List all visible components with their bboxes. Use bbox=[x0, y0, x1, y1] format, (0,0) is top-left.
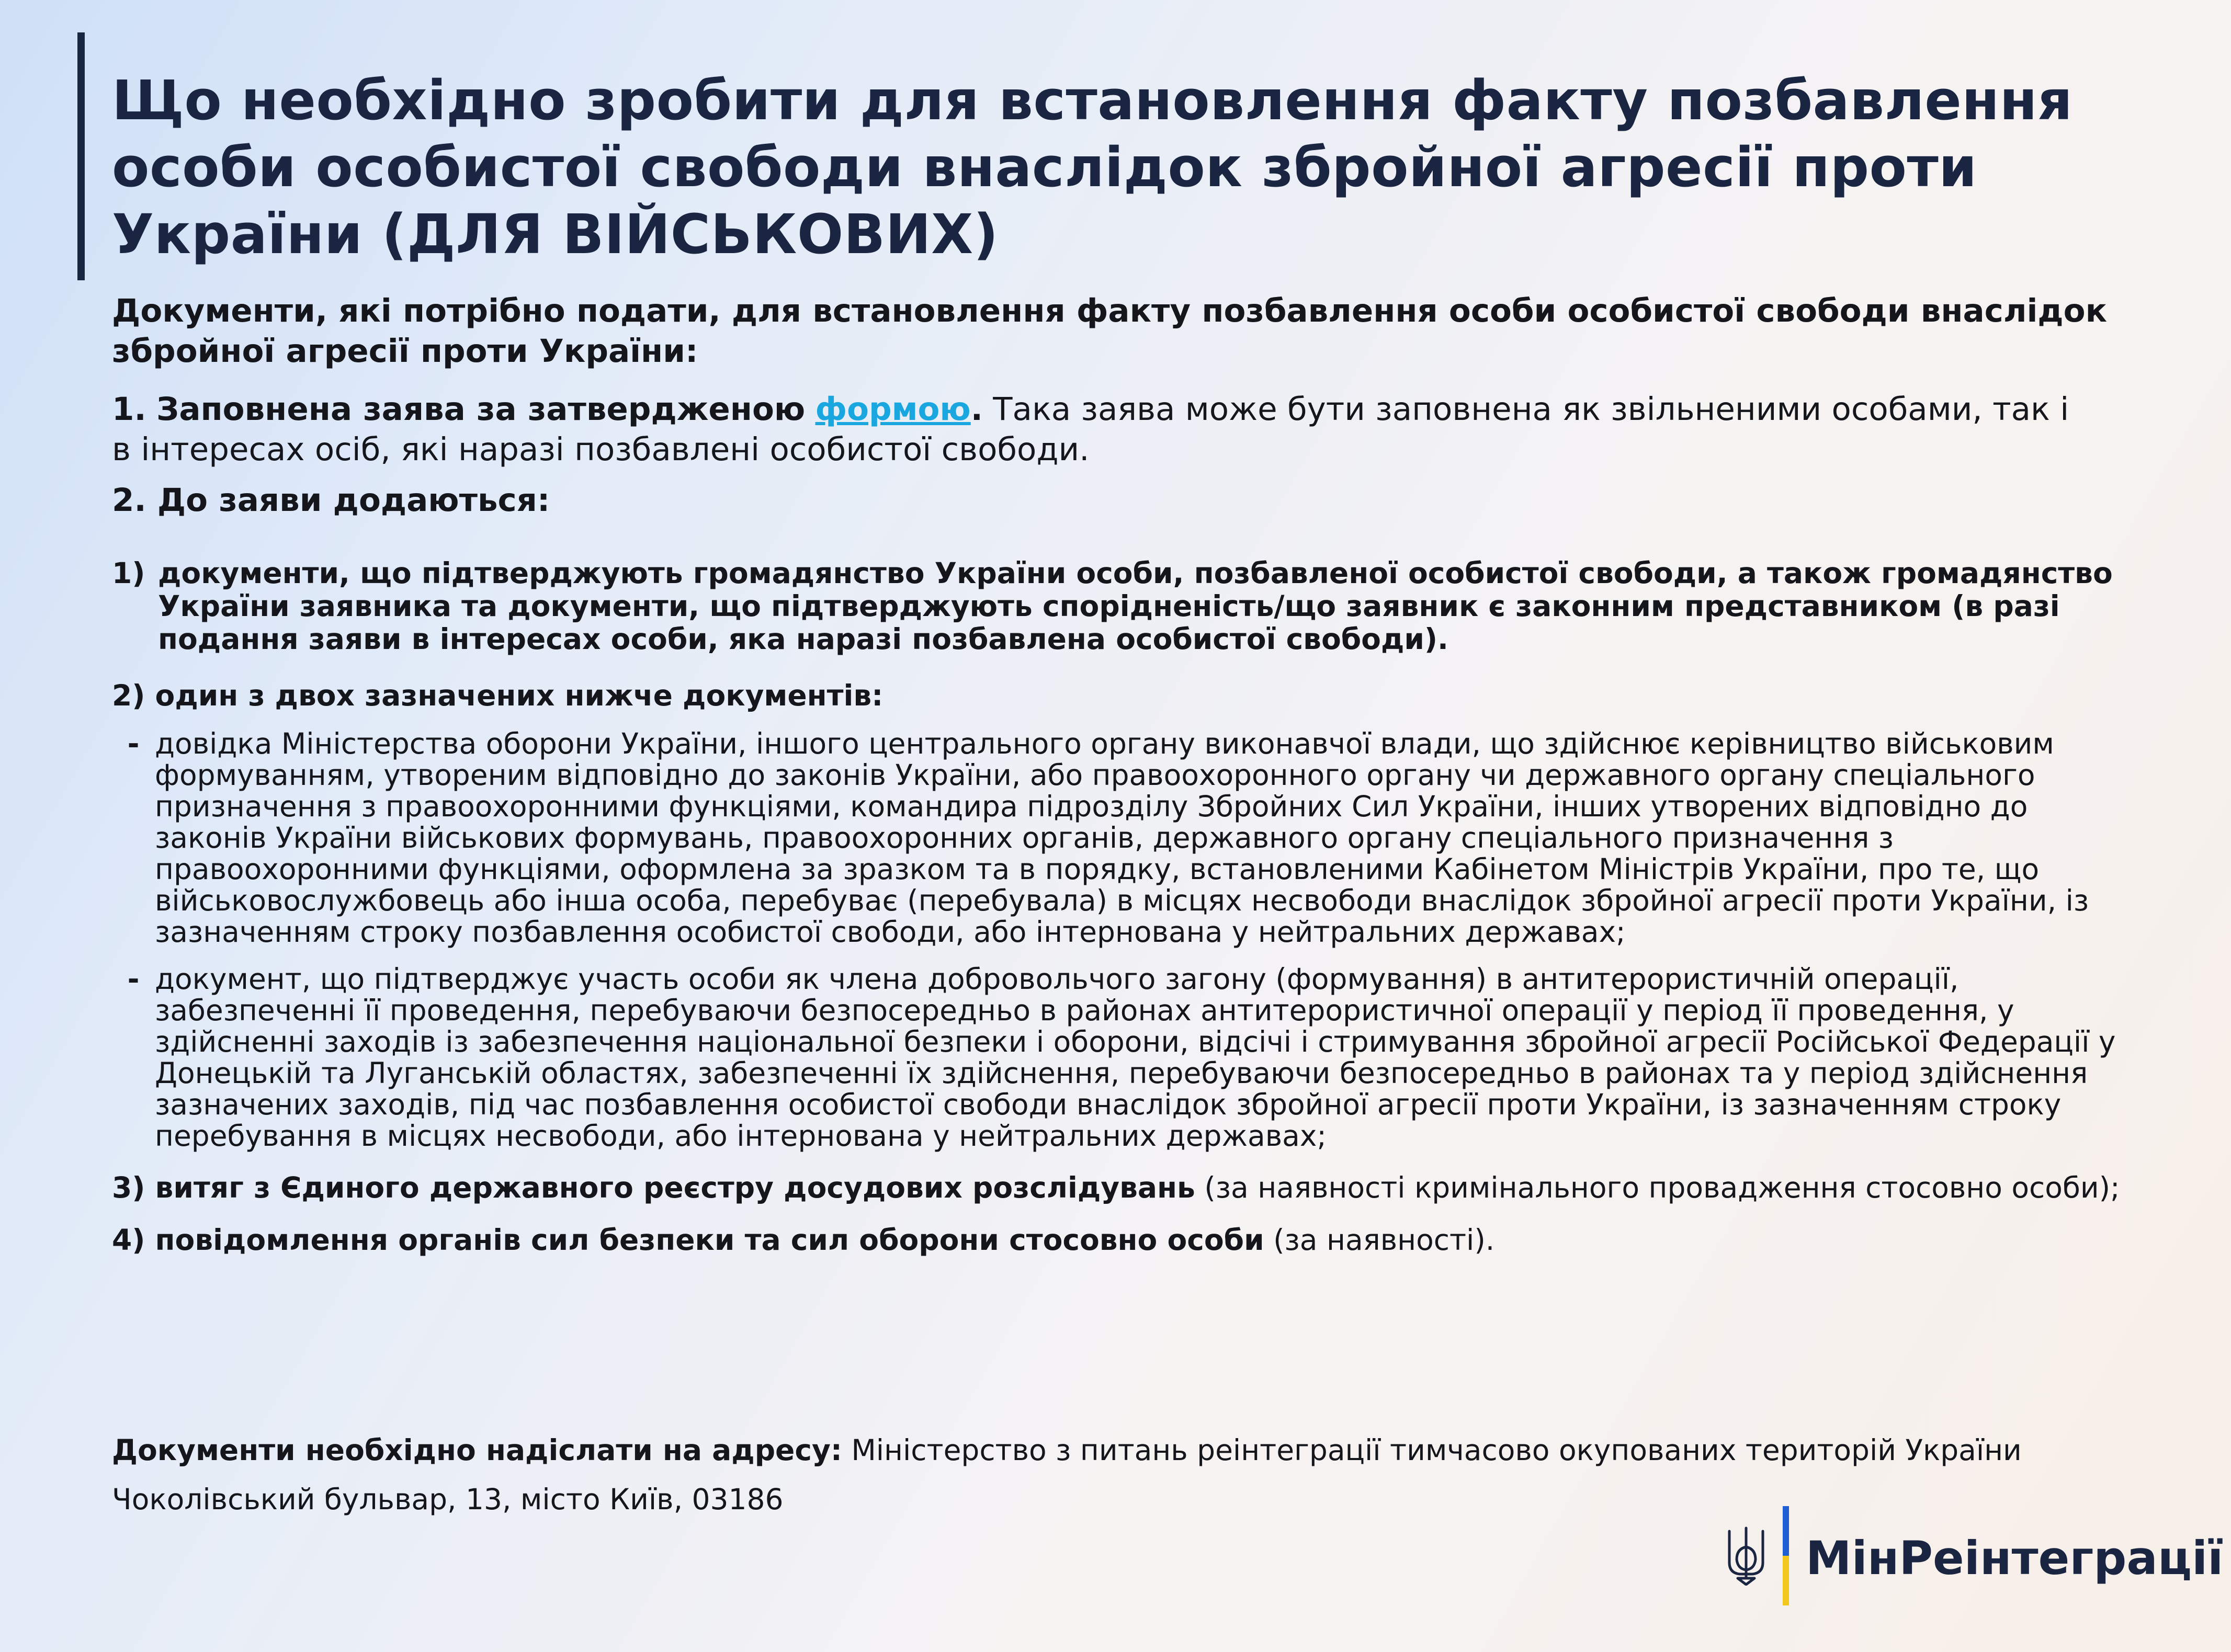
intro-text: Документи, які потрібно подати, для встановлення факту позбавлення особи особистої свободи внаслідок збройної агресії проти України: bbox=[112, 292, 2107, 370]
subitem-3 bbox=[112, 1170, 2152, 1205]
footer-recipient: Міністерство з питань реінтеграції тимчасово окупованих територій України bbox=[851, 1433, 2022, 1467]
subitem-1 bbox=[112, 557, 2152, 656]
footer-address: Чоколівський бульвар, 13, місто Київ, 03186 bbox=[112, 1483, 784, 1516]
footer-recipient-line bbox=[112, 1433, 2152, 1467]
subitem-4 bbox=[112, 1223, 2152, 1257]
item-1-period: . bbox=[970, 391, 983, 428]
trident-icon bbox=[1726, 1526, 1766, 1586]
form-link[interactable]: формою bbox=[815, 391, 971, 428]
footer-address-block bbox=[112, 1433, 2152, 1517]
subitem-1-number: 1) bbox=[112, 556, 145, 590]
item-2-heading: 2. До заяви додаються: bbox=[112, 482, 550, 519]
document-body bbox=[112, 291, 2152, 1257]
title-accent-bar bbox=[77, 32, 85, 280]
flag-bar bbox=[1783, 1506, 1789, 1605]
list-item bbox=[112, 963, 2152, 1152]
flag-blue bbox=[1783, 1506, 1789, 1556]
dash-bullet: - bbox=[127, 962, 140, 996]
item-1-rest: Така заява може бути заповнена як звільненими особами, так і в інтересах осіб, які наразі позбавлені особистої свободи. bbox=[112, 391, 2069, 468]
list-item-text: документ, що підтверджує участь особи як члена добровольчого загону (формування) в антитерористичній операції, забезпеченні її проведення, перебуваючи безпосередньо в районах антитерористичної операції у період її проведення, у здійсненні заходів із забезпечення національної безпеки і оборони, відсічі і стримування збройної агресії Російської Федерації у Донецькій та Луганській областях, забезпеченні їх здійснення, перебуваючи безпосередньо в районах та у період здійснення зазначених заходів, під час позбавлення особистої свободи внаслідок збройної агресії проти України, із зазначенням строку перебування в місцях несвободи, або інтернована у нейтральних державах; bbox=[155, 962, 2116, 1153]
subitem-2-heading: 2) один з двох зазначених нижче документів: bbox=[112, 679, 884, 712]
ministry-logo bbox=[1726, 1506, 2224, 1605]
list-item bbox=[112, 728, 2152, 948]
subitem-4-bold: 4) повідомлення органів сил безпеки та сил оборони стосовно особи bbox=[112, 1223, 1264, 1257]
list-item-text: довідка Міністерства оборони України, іншого центрального органу виконавчої влади, що здійснює керівництво військовим формуванням, утвореним відповідно до законів України, або правоохоронного органу чи державного органу спеціального призначення з правоохоронними функціями, командира підрозділу Збройних Сил України, інших утворених відповідно до законів України військових формувань, правоохоронних органів, державного органу спеціального призначення з правоохоронними функціями, оформлена за зразком та в порядку, встановленими Кабінетом Міністрів України, про те, що військовослужбовець або інша особа, перебуває (перебувала) в місцях несвободи внаслідок збройної агресії проти України, із зазначенням строку позбавлення особистої свободи, або інтернована у нейтральних державах; bbox=[155, 727, 2089, 949]
dash-bullet: - bbox=[127, 727, 140, 760]
item-1-bold: Заповнена заява за затвердженою bbox=[156, 391, 806, 428]
subitem-4-rest: (за наявності). bbox=[1273, 1223, 1495, 1257]
brand-name: МінРеінтеграції bbox=[1806, 1531, 2224, 1585]
flag-yellow bbox=[1783, 1556, 1789, 1605]
footer-label: Документи необхідно надіслати на адресу: bbox=[112, 1433, 842, 1467]
subitem-3-bold: 3) витяг з Єдиного державного реєстру досудових розслідувань bbox=[112, 1171, 1195, 1204]
item-1-number: 1. bbox=[112, 391, 146, 428]
item-1 bbox=[112, 389, 2089, 470]
subitem-3-rest: (за наявності кримінального провадження стосовно особи); bbox=[1204, 1171, 2120, 1204]
page-title: Що необхідно зробити для встановлення факту позбавлення особи особистої свободи внаслідок збройної агресії проти України (ДЛЯ ВІЙСЬКОВИХ) bbox=[112, 69, 2073, 266]
subitem-1-text: документи, що підтверджують громадянство України особи, позбавленої особистої свободи, а також громадянство України заявника та документи, що підтверджують спорідненість/що заявник є законним представником (в разі подання заяви в інтересах особи, яка наразі позбавлена особистої свободи). bbox=[158, 556, 2113, 656]
